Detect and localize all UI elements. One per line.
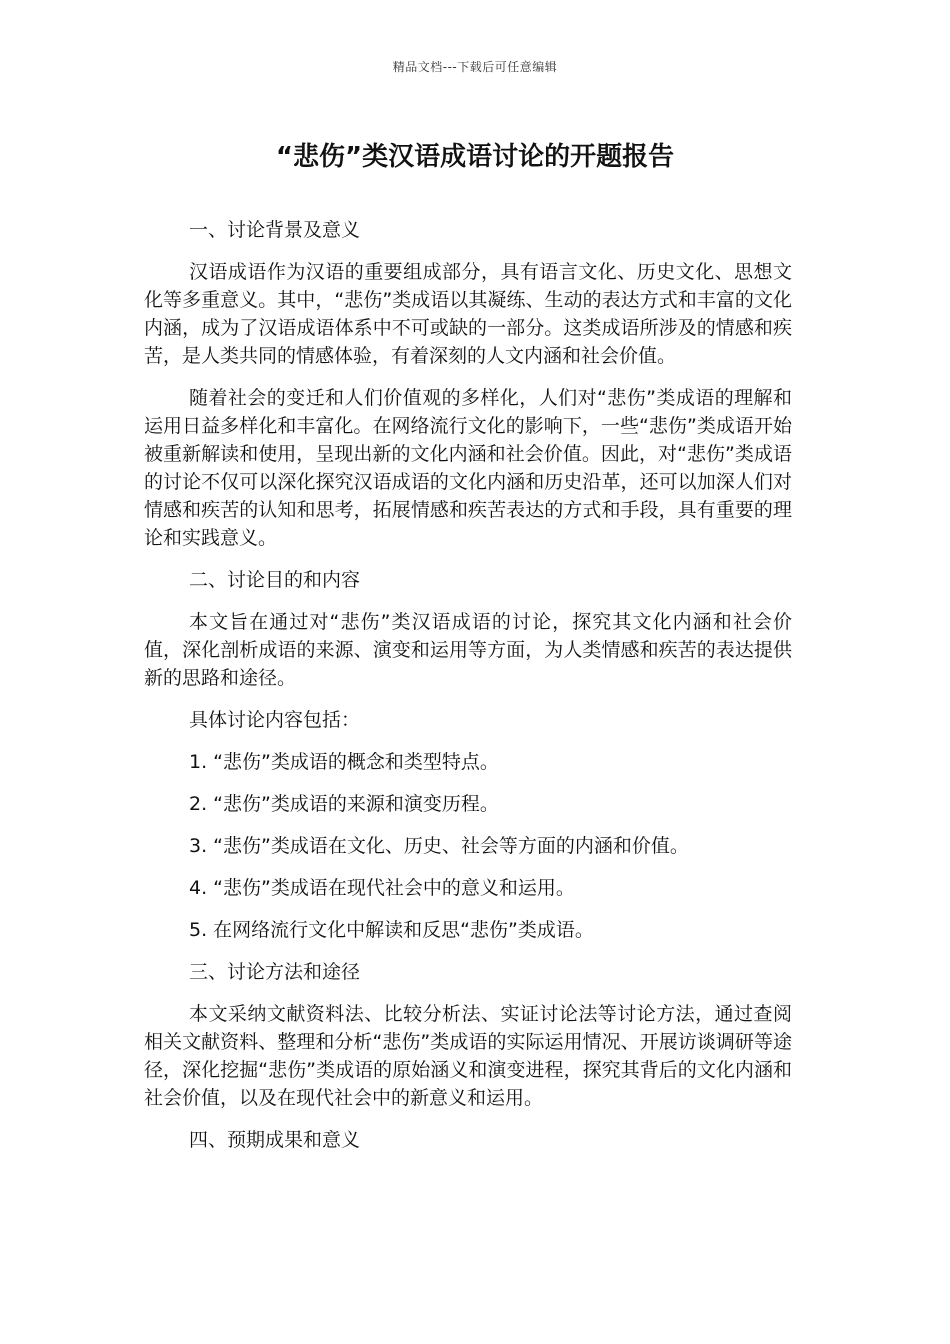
list-item: 3. “悲伤”类成语在文化、历史、社会等方面的内涵和价值。 bbox=[189, 835, 689, 857]
section-heading-purpose: 二、讨论目的和内容 bbox=[189, 569, 361, 591]
header-note: 精品文档---下载后可任意编辑 bbox=[392, 60, 558, 74]
section-heading-background: 一、讨论背景及意义 bbox=[189, 219, 361, 241]
document-body bbox=[144, 216, 792, 1168]
section-heading-outcomes: 四、预期成果和意义 bbox=[189, 1129, 361, 1151]
paragraph: 汉语成语作为汉语的重要组成部分，具有语言文化、历史文化、思想文化等多重意义。其中，“悲伤”类成语以其凝练、生动的表达方式和丰富的文化内涵，成为了汉语成语体系中不可或缺的一部分。这类成语所涉及的情感和疾苦，是人类共同的情感体验，有着深刻的人文内涵和社会价值。 bbox=[144, 261, 792, 367]
document-title: “悲伤”类汉语成语讨论的开题报告 bbox=[275, 142, 675, 172]
list-item: 5. 在网络流行文化中解读和反思“悲伤”类成语。 bbox=[189, 919, 594, 941]
list-item: 2. “悲伤”类成语的来源和演变历程。 bbox=[189, 793, 499, 815]
paragraph: 随着社会的变迁和人们价值观的多样化，人们对“悲伤”类成语的理解和运用日益多样化和丰富化。在网络流行文化的影响下，一些“悲伤”类成语开始被重新解读和使用，呈现出新的文化内涵和社会价值。因此，对“悲伤”类成语的讨论不仅可以深化探究汉语成语的文化内涵和历史沿革，还可以加深人们对情感和疾苦的认知和思考，拓展情感和疾苦表达的方式和手段，具有重要的理论和实践意义。 bbox=[144, 387, 792, 549]
section-heading-methods: 三、讨论方法和途径 bbox=[189, 961, 361, 983]
list-intro: 具体讨论内容包括： bbox=[189, 709, 361, 731]
paragraph: 本文采纳文献资料法、比较分析法、实证讨论法等讨论方法，通过查阅相关文献资料、整理和分析“悲伤”类成语的实际运用情况、开展访谈调研等途径，深化挖掘“悲伤”类成语的原始涵义和演变进程，探究其背后的文化内涵和社会价值，以及在现代社会中的新意义和运用。 bbox=[144, 1003, 792, 1109]
list-item: 1. “悲伤”类成语的概念和类型特点。 bbox=[189, 751, 499, 773]
paragraph: 本文旨在通过对“悲伤”类汉语成语的讨论，探究其文化内涵和社会价值，深化剖析成语的来源、演变和运用等方面，为人类情感和疾苦的表达提供新的思路和途径。 bbox=[144, 611, 792, 689]
list-item: 4. “悲伤”类成语在现代社会中的意义和运用。 bbox=[189, 877, 575, 899]
